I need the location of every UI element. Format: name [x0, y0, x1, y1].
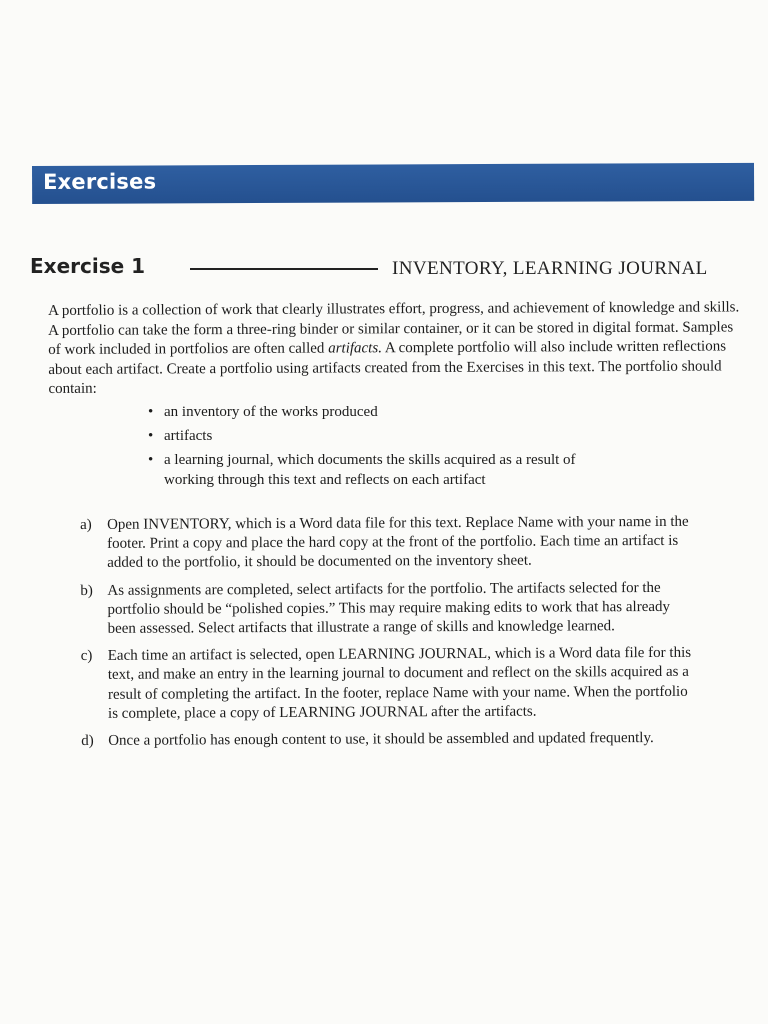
- section-title: Exercises: [43, 169, 157, 194]
- step-text: Each time an artifact is selected, open LEARNING JOURNAL, which is a Word data file for this text, and make an entry in the learning journal to document and reflect on the skills acquired as a result of completing the artifact. In the footer, replace Name with your name. When the portfolio is complete, place a copy of LEARNING JOURNAL after the artifacts.: [107, 645, 692, 722]
- step-marker: a): [80, 516, 92, 533]
- bullet-item: • an inventory of the works produced: [148, 402, 628, 422]
- exercise-title: INVENTORY, LEARNING JOURNAL: [392, 258, 708, 279]
- step-item: [80, 513, 692, 574]
- step-item: [81, 729, 693, 751]
- intro-text-start: A portfolio is a collection of work that clearly illustrates effort, progress, and achievement of knowledge and skills. A portfolio can take the form a three-ring binder or similar container, or it can be stored in digital format. Samples of work included in portfolios are often called: [48, 299, 740, 358]
- step-text: Once a portfolio has enough content to use, it should be assembled and updated frequently.: [108, 730, 654, 749]
- step-marker: d): [81, 732, 94, 750]
- bullet-item: • artifacts: [148, 426, 628, 446]
- title-rule: [190, 268, 378, 270]
- section-banner: [32, 163, 754, 204]
- step-item: [80, 578, 692, 639]
- step-text: As assignments are completed, select artifacts for the portfolio. The artifacts selected for the portfolio should be “polished copies.” This may require making edits to work that has already been assessed. Select artifacts that illustrate a range of skills and knowledge learned.: [107, 579, 671, 637]
- intro-italic-term: artifacts.: [328, 340, 382, 357]
- intro-text-end: A complete portfolio will also include written reflections about each artifact. Create a portfolio using artifacts created from the Exercises in this text. The portfolio should contain:: [48, 338, 727, 397]
- step-text: Open INVENTORY, which is a Word data file for this text. Replace Name with your name in the footer. Print a copy and place the hard copy at the front of the portfolio. Each time an artifact is added to the portfolio, it should be documented on the inventory sheet.: [107, 513, 689, 572]
- exercise-label: Exercise 1: [30, 254, 146, 278]
- step-marker: c): [80, 648, 93, 665]
- intro-paragraph: [48, 298, 744, 399]
- step-marker: b): [80, 582, 93, 599]
- steps-list: [80, 513, 693, 759]
- step-item: [81, 644, 693, 724]
- contents-bullet-list: [148, 402, 628, 494]
- bullet-item: • a learning journal, which documents the skills acquired as a result of working through this text and reflects on each artifact: [148, 450, 628, 490]
